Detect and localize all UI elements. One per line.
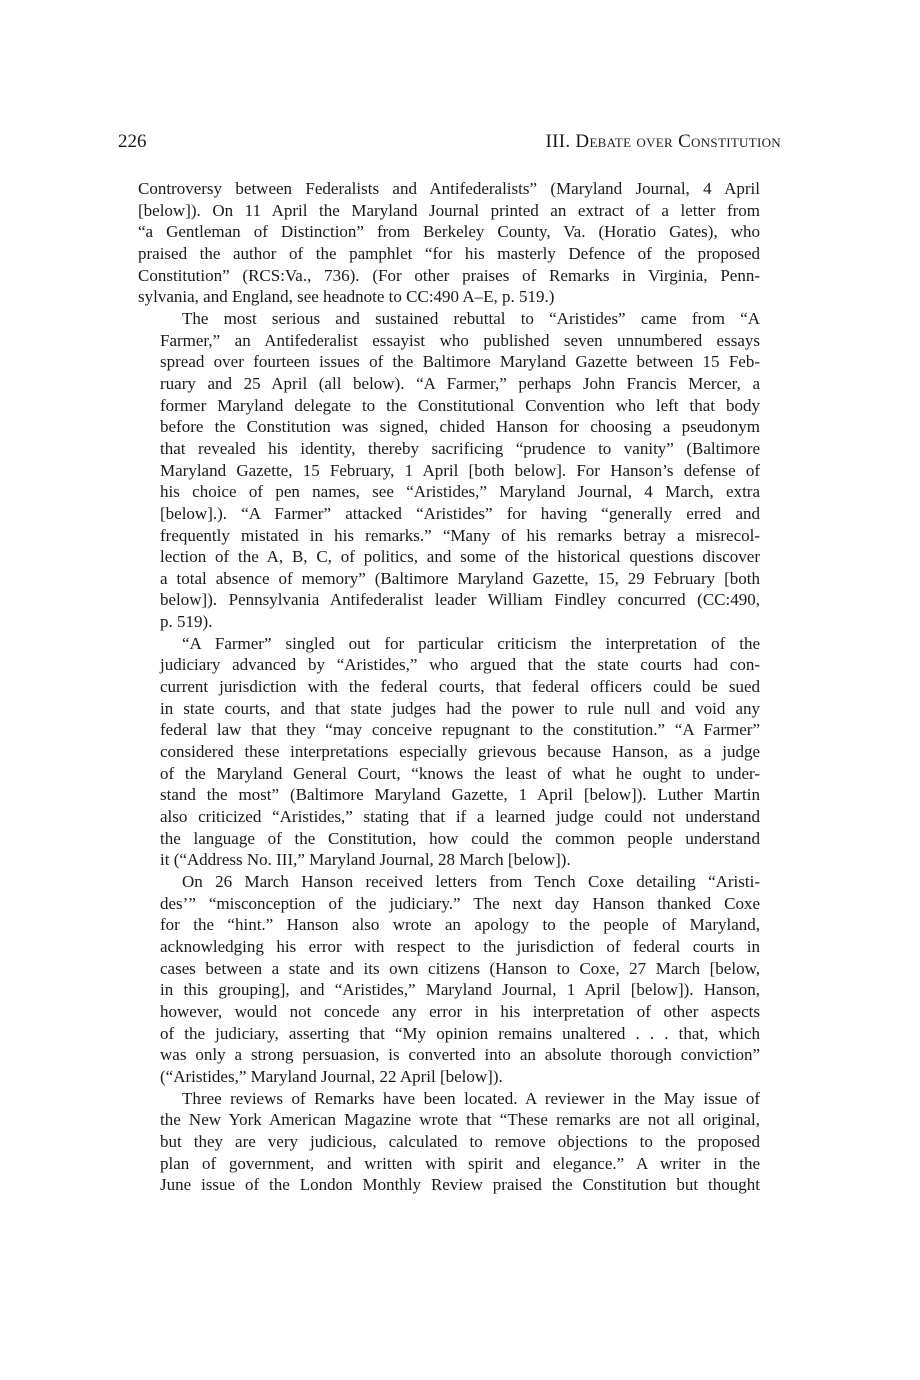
paragraph (138, 633, 760, 871)
text-line: below]). Pennsylvania Antifederalist leader William Findley concurred (CC:490, (160, 590, 760, 610)
text-line: considered these interpretations especially grievous because Hanson, as a judge (160, 742, 760, 762)
text-line: sylvania, and England, see headnote to CC:490 A–E, p. 519.) (138, 287, 555, 307)
text-line: in state courts, and that state judges had the power to rule null and void any (160, 698, 760, 718)
text-line: but they are very judicious, calculated to remove objections to the proposed (160, 1131, 760, 1151)
section-title: III. Debate over Constitution (545, 131, 781, 152)
text-line: that revealed his identity, thereby sacrificing “prudence to vanity” (Baltimore (160, 438, 760, 458)
text-line: frequently mistated in his remarks.” “Many of his remarks betray a misrecol- (160, 525, 760, 545)
paragraph (138, 178, 760, 308)
text-line: Constitution” (RCS:Va., 736). (For other praises of Remarks in Virginia, Penn- (138, 265, 760, 285)
running-header (118, 131, 781, 153)
text-line: The most serious and sustained rebuttal to “Aristides” came from “A (182, 308, 760, 328)
text-line: the language of the Constitution, how could the common people understand (160, 828, 760, 848)
text-line: June issue of the London Monthly Review praised the Constitution but thought (160, 1175, 760, 1195)
text-line: “a Gentleman of Distinction” from Berkeley County, Va. (Horatio Gates), who (138, 222, 760, 242)
text-line: cases between a state and its own citizens (Hanson to Coxe, 27 March [below, (160, 958, 760, 978)
text-line: however, would not concede any error in his interpretation of other aspects (160, 1001, 760, 1021)
text-line: ruary and 25 April (all below). “A Farmer,” perhaps John Francis Mercer, a (160, 373, 760, 393)
text-line: (“Aristides,” Maryland Journal, 22 April [below]). (160, 1066, 503, 1086)
text-line: judiciary advanced by “Aristides,” who argued that the state courts had con- (160, 655, 760, 675)
text-line: On 26 March Hanson received letters from Tench Coxe detailing “Aristi- (182, 872, 760, 891)
text-line: Maryland Gazette, 15 February, 1 April [both below]. For Hanson’s defense of (160, 460, 760, 480)
paragraph (138, 871, 760, 1088)
text-line: federal law that they “may conceive repugnant to the constitution.” “A Farmer” (160, 720, 760, 740)
text-line: of the Maryland General Court, “knows the least of what he ought to under- (160, 763, 760, 783)
text-line: stand the most” (Baltimore Maryland Gazette, 1 April [below]). Luther Martin (160, 785, 760, 805)
page-number: 226 (118, 131, 147, 152)
text-line: plan of government, and written with spirit and elegance.” A writer in the (160, 1153, 760, 1173)
text-line: was only a strong persuasion, is converted into an absolute thorough conviction” (160, 1045, 760, 1065)
text-line: Farmer,” an Antifederalist essayist who published seven unnumbered essays (160, 330, 760, 350)
paragraph (138, 1088, 760, 1196)
text-line: for the “hint.” Hanson also wrote an apology to the people of Maryland, (160, 915, 760, 935)
text-line: [below]). On 11 April the Maryland Journal printed an extract of a letter from (138, 200, 760, 220)
text-line: former Maryland delegate to the Constitutional Convention who left that body (160, 395, 760, 415)
text-line: lection of the A, B, C, of politics, and some of the historical questions discover (160, 547, 760, 567)
text-line: Three reviews of Remarks have been located. A reviewer in the May issue of (182, 1088, 760, 1108)
text-line: des’” “misconception of the judiciary.” The next day Hanson thanked Coxe (160, 893, 760, 913)
body-text (138, 178, 760, 1196)
text-line: [below].). “A Farmer” attacked “Aristides” for having “generally erred and (160, 503, 760, 523)
text-line: also criticized “Aristides,” stating that if a learned judge could not understand (160, 807, 760, 827)
text-line: Controversy between Federalists and Antifederalists” (Maryland Journal, 4 April (138, 179, 760, 198)
text-line: in this grouping], and “Aristides,” Maryland Journal, 1 April [below]). Hanson, (160, 980, 760, 1000)
text-line: praised the author of the pamphlet “for his masterly Defence of the proposed (138, 243, 760, 263)
text-line: of the judiciary, asserting that “My opinion remains unaltered . . . that, which (160, 1023, 760, 1043)
text-line: spread over fourteen issues of the Baltimore Maryland Gazette between 15 Feb- (160, 352, 760, 372)
text-line: p. 519). (160, 612, 213, 632)
text-line: it (“Address No. III,” Maryland Journal, 28 March [below]). (160, 850, 571, 870)
paragraph (138, 308, 760, 633)
text-line: before the Constitution was signed, chided Hanson for choosing a pseudonym (160, 417, 760, 437)
text-line: acknowledging his error with respect to the jurisdiction of federal courts in (160, 936, 760, 956)
text-line: the New York American Magazine wrote that “These remarks are not all original, (160, 1110, 760, 1130)
text-line: his choice of pen names, see “Aristides,” Maryland Journal, 4 March, extra (160, 482, 760, 502)
text-line: “A Farmer” singled out for particular criticism the interpretation of the (182, 633, 760, 653)
text-line: a total absence of memory” (Baltimore Maryland Gazette, 15, 29 February [both (160, 568, 760, 588)
text-line: current jurisdiction with the federal courts, that federal officers could be sued (160, 677, 760, 697)
